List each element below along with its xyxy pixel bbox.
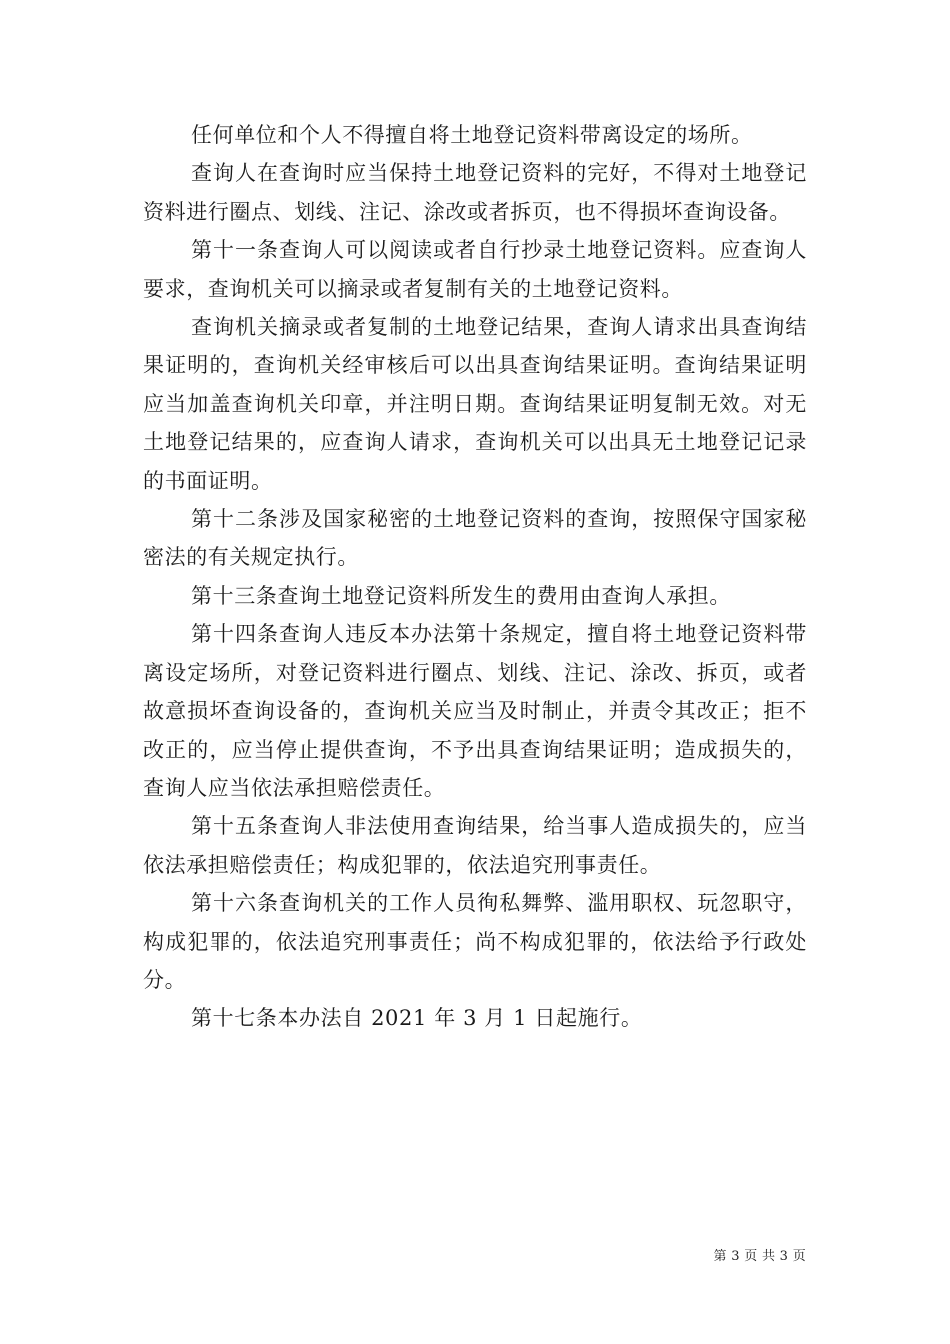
document-body <box>143 116 807 1038</box>
paragraph: 查询机关摘录或者复制的土地登记结果，查询人请求出具查询结果证明的，查询机关经审核后可以出具查询结果证明。查询结果证明应当加盖查询机关印章，并注明日期。查询结果证明复制无效。对无土地登记结果的，应查询人请求，查询机关可以出具无土地登记记录的书面证明。 <box>143 315 807 493</box>
paragraph: 第十四条查询人违反本办法第十条规定，擅自将土地登记资料带离设定场所，对登记资料进行圈点、划线、注记、涂改、拆页，或者故意损坏查询设备的，查询机关应当及时制止，并责令其改正；拒不改正的，应当停止提供查询，不予出具查询结果证明；造成损失的，查询人应当依法承担赔偿责任。 <box>143 622 807 800</box>
paragraph: 第十五条查询人非法使用查询结果，给当事人造成损失的，应当依法承担赔偿责任；构成犯罪的，依法追究刑事责任。 <box>143 814 807 877</box>
paragraph: 任何单位和个人不得擅自将土地登记资料带离设定的场所。 <box>191 123 753 147</box>
paragraph: 查询人在查询时应当保持土地登记资料的完好，不得对土地登记资料进行圈点、划线、注记、涂改或者拆页，也不得损坏查询设备。 <box>143 161 807 224</box>
page-number-footer: 第 3 页 共 3 页 <box>713 1249 806 1264</box>
paragraph: 第十六条查询机关的工作人员徇私舞弊、滥用职权、玩忽职守，构成犯罪的，依法追究刑事责任；尚不构成犯罪的，依法给予行政处分。 <box>143 891 807 992</box>
paragraph: 第十一条查询人可以阅读或者自行抄录土地登记资料。应查询人要求，查询机关可以摘录或者复制有关的土地登记资料。 <box>143 238 807 301</box>
paragraph: 第十七条本办法自 2021 年 3 月 1 日起施行。 <box>191 1006 643 1031</box>
paragraph: 第十二条涉及国家秘密的土地登记资料的查询，按照保守国家秘密法的有关规定执行。 <box>143 507 807 570</box>
paragraph: 第十三条查询土地登记资料所发生的费用由查询人承担。 <box>191 583 731 608</box>
